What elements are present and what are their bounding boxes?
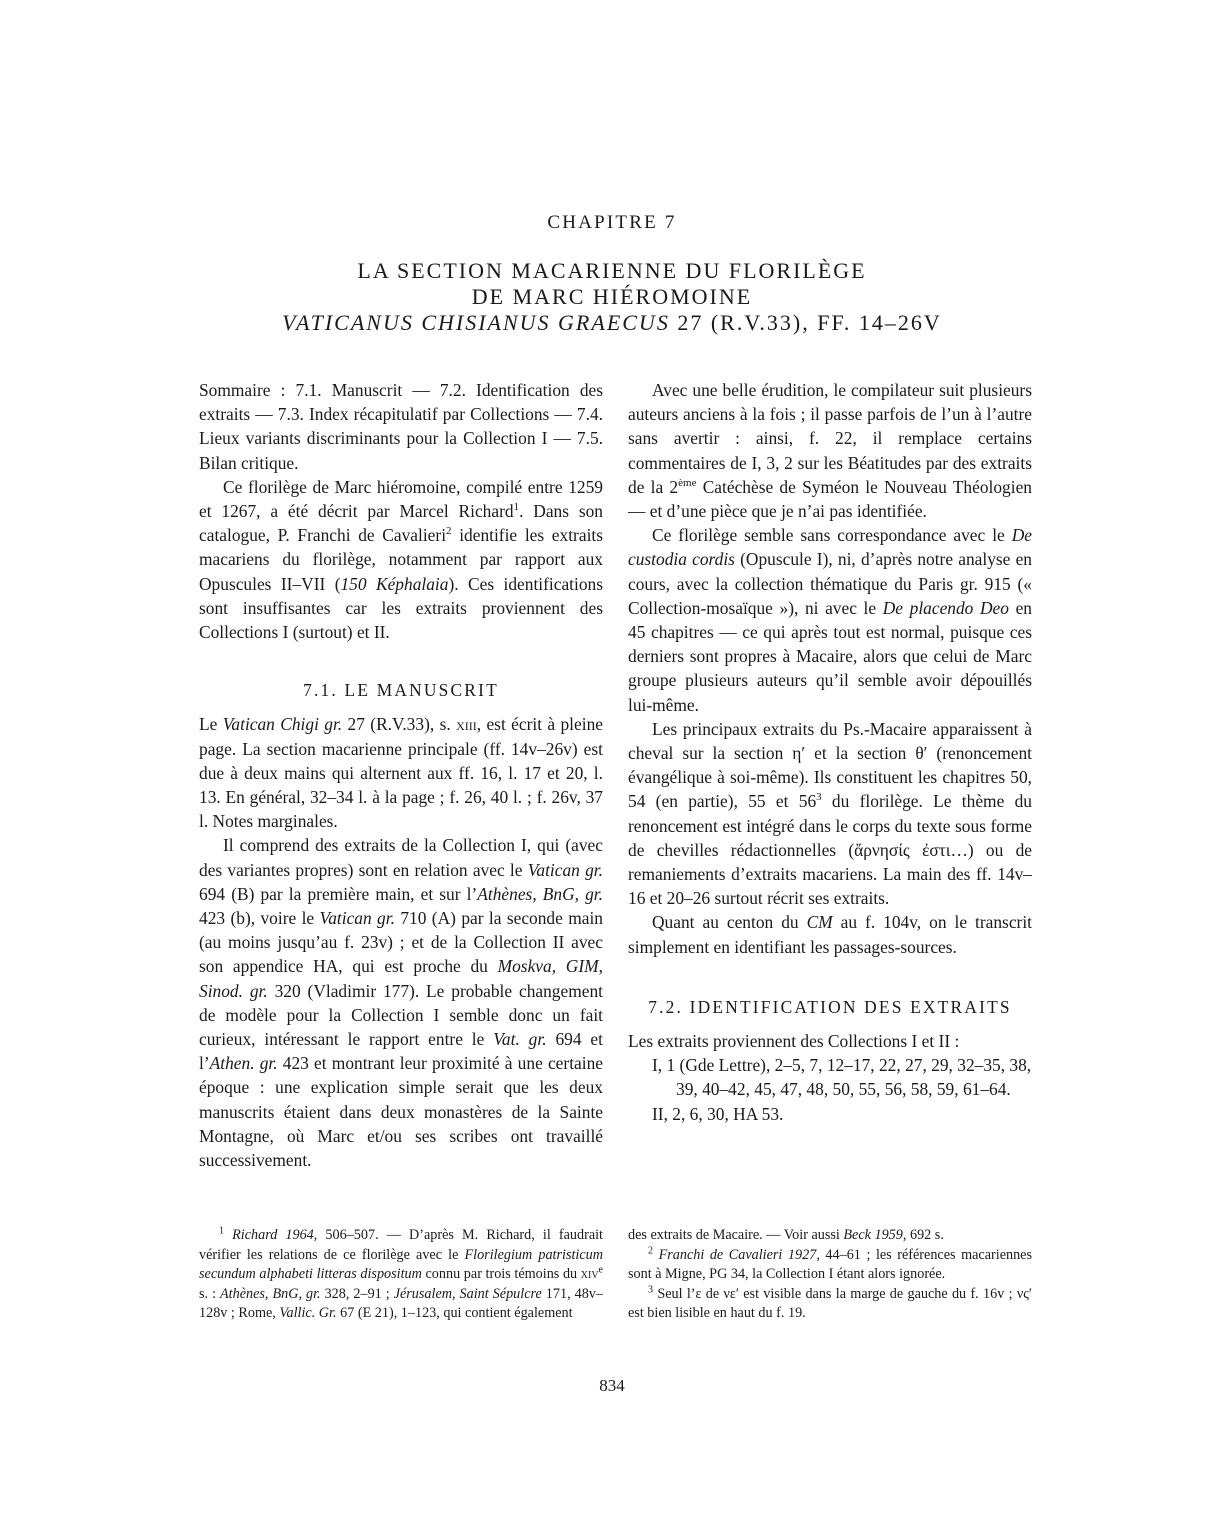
text: (Opuscule I), ni, d’après notre analyse en cours, avec la collection thématique du Paris gr. 915 (« Collection-mosaïque »), ni avec le — [628, 549, 1032, 618]
italic-text: De custodia cordis — [628, 525, 1032, 570]
text: 710 (A) par la seconde main (au moins jusqu’au f. 23v) ; et de la Collection II avec son appendice HA, qui est proche du — [199, 908, 603, 977]
text: des extraits de Macaire. — Voir aussi — [628, 1227, 844, 1243]
extract-list-line-3: II, 2, 6, 30, HA 53. — [652, 1103, 784, 1124]
footnote-1 — [199, 1226, 603, 1324]
text: s. : — [199, 1285, 220, 1302]
footnote-number: 3 — [648, 1284, 653, 1296]
italic-text: Vat. gr. — [493, 1029, 547, 1050]
italic-text: Athènes, BnG, gr. — [477, 883, 603, 904]
italic-text: 150 Képhalaia — [340, 573, 449, 594]
text: Quant au centon du — [652, 912, 807, 933]
text: . Dans son catalogue, P. Franchi de Cavalieri — [199, 501, 603, 546]
footnote-ref-2[interactable]: 2 — [446, 525, 452, 538]
title-line-3 — [0, 310, 1224, 336]
superscript: e — [598, 1264, 603, 1276]
text: 320 (Vladimir 177). Le probable changement de modèle pour la Collection I semble donc un fait curieux, intéressant le rapport entre le — [199, 980, 603, 1050]
text: 67 (E 21), 1–123, qui contient également — [336, 1305, 573, 1322]
text: du florilège. Le thème du renoncement est intégré dans le corps du texte sous forme de chevilles rédactionnelles (ἄρνησίς ἐστι…) ou de remaniements d’extraits macariens. La main des ff. 14v–16 et 20–26 surtout récrit ses extraits. — [628, 791, 1032, 909]
footnote-3 — [628, 1285, 1032, 1324]
title-line-3-italic: VATICANUS CHISIANUS GRAECUS — [282, 310, 670, 335]
text: Avec une belle érudition, le compilateur suit plusieurs auteurs anciens à la fois ; il passe parfois de l’un à l’autre sans avertir : ainsi, f. 22, il remplace certains commentaires de I, 3, 2 sur les Béatitudes par des extraits de la 2 — [628, 380, 1032, 497]
left-column — [199, 378, 603, 1172]
right-paragraph-3 — [628, 717, 1032, 911]
section-heading-7-2: 7.2. IDENTIFICATION DES EXTRAITS — [648, 996, 1012, 1017]
extract-list-line-1: I, 1 (Gde Lettre), 2–5, 7, 12–17, 22, 27, 29, 32–35, 38, — [652, 1055, 1032, 1076]
extract-list-line-2: 39, 40–42, 45, 47, 48, 50, 55, 56, 58, 59, 61–64. — [676, 1079, 1011, 1100]
italic-text: Vatican gr. — [527, 859, 603, 880]
italic-text: Richard 1964 — [232, 1227, 314, 1243]
left-paragraph-3 — [199, 833, 603, 1172]
footnote-ref-1[interactable]: 1 — [513, 501, 520, 514]
italic-text: De placendo Deo — [882, 597, 1009, 618]
text: , 506–507. — D’après M. Richard, il faudrait vérifier les relations de ce florilège avec le — [199, 1227, 603, 1263]
footnote-ref-3[interactable]: 3 — [816, 791, 822, 804]
text: Il comprend des extraits de la Collection I, qui (avec des variantes propres) sont en relation avec le — [199, 835, 603, 880]
text: Ce florilège de Marc hiéromoine, compilé entre 1259 et 1267, a été décrit par Marcel Richard — [199, 476, 603, 522]
right-paragraph-4 — [628, 910, 1032, 958]
italic-text: Vatican gr. — [319, 908, 395, 929]
chapter-title — [0, 258, 1224, 336]
italic-text: Vatican Chigi gr. — [222, 714, 343, 735]
text: , 44–61 ; les références macariennes sont à Migne, PG 34, la Collection I étant alors ignorée. — [628, 1246, 1032, 1283]
left-paragraph-2 — [199, 712, 603, 833]
text: , est écrit à pleine page. La section macarienne principale (ff. 14v–26v) est due à deux mains qui alternent aux ff. 16, l. 17 et 20, l. 13. En général, 32–34 l. à la page ; f. 26, 40 l. ; f. 26v, 37 l. Notes marginales. — [199, 714, 603, 832]
text: , 692 s. — [902, 1227, 944, 1243]
text: 423 et montrant leur proximité à une certaine époque : une explication simple serait que les deux manuscrits étaient dans deux monastères de la Sainte Montagne, où Marc et/ou ses scribes ont travaillé successivement. — [199, 1053, 603, 1171]
title-line-1: LA SECTION MACARIENNE DU FLORILÈGE — [357, 258, 867, 283]
text: 328, 2–91 ; — [320, 1285, 394, 1302]
italic-text: Florilegium patristicum secundum alphabeti litteras dispositum — [199, 1246, 604, 1283]
title-line-3-rest: 27 (R.V.33), FF. 14–26V — [669, 310, 942, 335]
section-heading-7-1: 7.1. LE MANUSCRIT — [303, 680, 499, 701]
sommaire: Sommaire : 7.1. Manuscrit — 7.2. Identification des extraits — 7.3. Index récapitulatif par Collections — 7.4. Lieux variants discriminants pour la Collection I — 7.5. Bilan critique. — [199, 380, 603, 473]
text: Le — [199, 714, 223, 735]
text: identifie les extraits macariens du florilège, notamment par rapport aux Opuscules II–VII ( — [199, 525, 603, 594]
footnote-number: 2 — [648, 1244, 653, 1256]
footnotes-right — [628, 1226, 1032, 1324]
italic-text: Moskva, GIM, Sinod. gr. — [199, 956, 603, 1001]
superscript: ème — [678, 477, 697, 490]
right-paragraph-2 — [628, 523, 1032, 717]
small-caps-text: xiii — [456, 714, 477, 735]
italic-text: Vallic. Gr. — [279, 1305, 337, 1322]
text: 171, 48v–128v ; Rome, — [199, 1285, 603, 1322]
right-column — [628, 378, 1032, 1126]
text: 423 (b), voire le — [199, 908, 320, 929]
text: 27 (R.V.33), s. — [342, 714, 457, 735]
italic-text: Jérusalem, Saint Sépulcre — [393, 1285, 542, 1302]
footnote-1-continued — [628, 1226, 1032, 1246]
text: ). Ces identifications sont insuffisantes car les extraits proviennent des Collections I (surtout) et II. — [199, 573, 603, 643]
footnote-2 — [628, 1246, 1032, 1285]
left-paragraph-1 — [199, 475, 603, 644]
text: Seul l’ε de νε′ est visible dans la marge de gauche du f. 16v ; νς′ est bien lisible en haut du f. 19. — [628, 1285, 1033, 1322]
page-number: 834 — [599, 1376, 625, 1395]
text: Les principaux extraits du Ps.-Macaire apparaissent à cheval sur la section η′ et la section θ′ (renoncement évangélique à soi-même). Ils constituent les chapitres 50, 54 (en partie), 55 et 56 — [628, 718, 1032, 812]
text: Ce florilège semble sans correspondance avec le — [652, 525, 1012, 546]
footnote-number: 1 — [219, 1225, 224, 1237]
chapter-label: CHAPITRE 7 — [547, 212, 677, 233]
text: 694 et l’ — [199, 1029, 603, 1074]
italic-text: Beck 1959 — [843, 1227, 903, 1243]
footnotes-left — [199, 1226, 603, 1324]
right-paragraph-5: Les extraits proviennent des Collections I et II : — [628, 1031, 960, 1052]
italic-text: CM — [806, 912, 833, 933]
right-paragraph-1 — [628, 378, 1032, 523]
italic-text: Athènes, BnG, gr. — [220, 1285, 321, 1302]
small-caps-text: xiv — [580, 1266, 599, 1283]
italic-text: Athen. gr. — [209, 1053, 278, 1074]
italic-text: Franchi de Cavalieri 1927 — [658, 1246, 817, 1263]
text: connu par trois témoins du — [421, 1266, 581, 1283]
text: en 45 chapitres — ce qui après tout est normal, puisque ces derniers sont propres à Macaire, alors que celui de Marc groupe plusieurs auteurs qu’il semble avoir dépouillés lui-même. — [628, 597, 1032, 715]
text: au f. 104v, on le transcrit simplement en identifiant les passages-sources. — [628, 912, 1032, 957]
title-line-2: DE MARC HIÉROMOINE — [471, 284, 753, 309]
text: 694 (B) par la première main, et sur l’ — [199, 883, 478, 904]
text: Catéchèse de Syméon le Nouveau Théologien — et d’une pièce que je n’ai pas identifiée. — [628, 476, 1032, 522]
